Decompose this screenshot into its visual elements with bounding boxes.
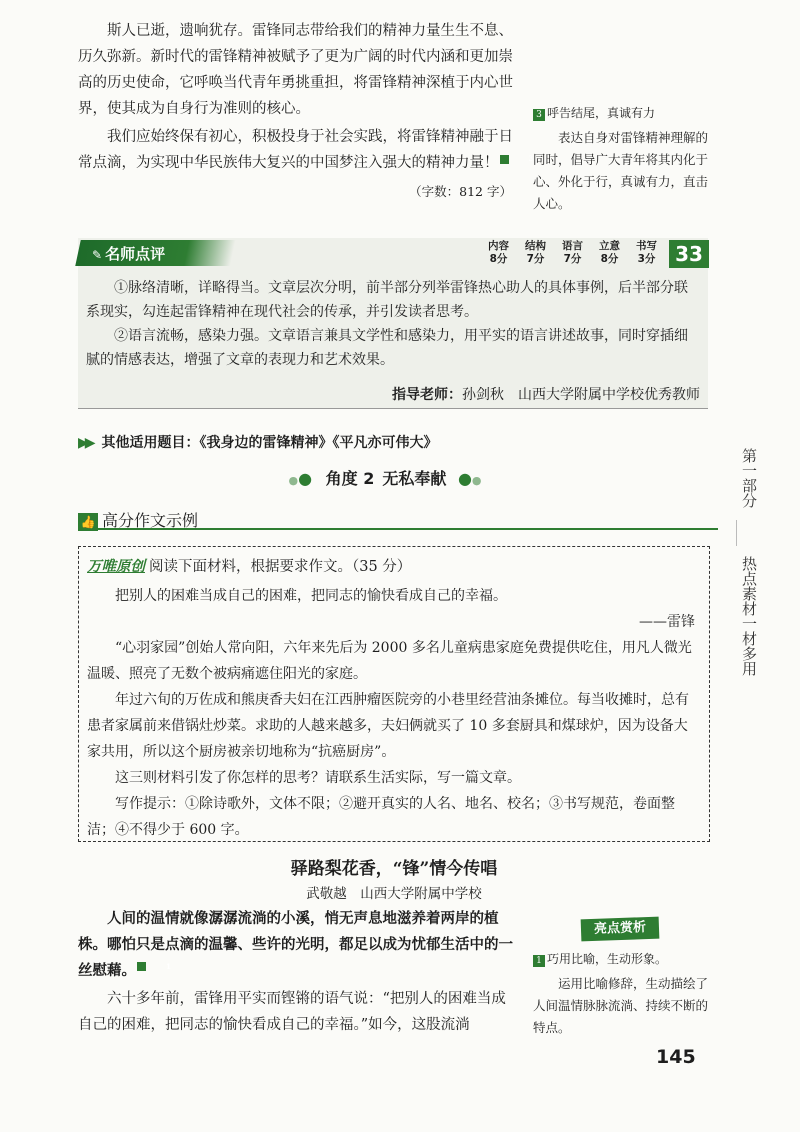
review-point: ①脉络清晰，详略得当。文章层次分明，前半部分列举雷锋热心助人的具体事例，后半部分联系现实，勾连起雷锋精神在现代社会的传承，并引发读者思考。: [86, 280, 688, 320]
essay2-body: [78, 906, 520, 1038]
page-number: 145: [656, 1046, 696, 1068]
essay1-paragraph: 我们应始终保有初心，积极投身于社会实践，将雷锋精神融于日常点滴，为实现中华民族伟大复兴的中国梦注入强大的精神力量！ 3: [78, 129, 533, 171]
annotation-marker: 1: [137, 962, 146, 971]
side-note-number: 3: [533, 109, 545, 121]
prompt-header: 万唯原创 阅读下面材料，根据要求作文。（35 分）: [87, 559, 412, 575]
prompt-box: [78, 546, 710, 842]
side-note-2: [533, 918, 718, 1039]
essay2-paragraph: 六十多年前，雷锋用平实而铿锵的语气说：“把别人的困难当成自己的困难，把同志的愉快看成自己的幸福。”如今，这股流淌: [78, 991, 506, 1033]
score-item: 立意 8分: [599, 240, 620, 265]
side-note-title: 呼告结尾，真诚有力: [547, 106, 656, 120]
essay2-paragraph: 人间的温情就像潺潺流淌的小溪，悄无声息地滋养着两岸的植株。哪怕只是点滴的温馨、些许的光明，都足以成为忧郁生活中的一丝慰藉。 1: [78, 910, 513, 979]
score-item: 语言 7分: [562, 240, 583, 265]
angle-title: 无私奉献: [382, 469, 447, 488]
side-note-text: 运用比喻修辞，生动描绘了人间温情脉脉流淌、持续不断的特点。: [533, 976, 709, 1035]
score-item: 书写 3分: [636, 240, 657, 265]
teacher-name: 孙剑秋 山西大学附属中学校优秀教师: [462, 387, 700, 403]
prompt-quote: 把别人的困难当成自己的困难，把同志的愉快看成自己的幸福。: [115, 588, 507, 604]
word-count: （字数：812 字）: [409, 184, 512, 199]
score-item: 结构 7分: [525, 240, 546, 265]
teacher-label: 指导老师：: [392, 387, 462, 403]
section-header: 👍 高分作文示例: [78, 508, 198, 531]
side-note-title: 巧用比喻，生动形象。: [547, 952, 668, 966]
prompt-paragraph: “心羽家园”创始人常向阳，六年来先后为 2000 多名儿童病患家庭免费提供吃住，用凡人微光温暖、照亮了无数个被病痛遮住阳光的家庭。: [87, 640, 692, 682]
prompt-paragraph: 年过六旬的万佐成和熊庚香夫妇在江西肿瘤医院旁的小巷里经营油条摊位。每当收摊时，总有患者家属前来借锅灶炒菜。求助的人越来越多，夫妇俩就买了 10 多套厨具和煤球炉，因为设备大家共用，所以这个厨房被亲切地称为“抗癌厨房”。: [87, 692, 689, 760]
thumbs-up-icon: 👍: [78, 513, 98, 531]
pencil-icon: ✎: [92, 248, 103, 262]
score-item: 内容 8分: [488, 240, 509, 265]
annotation-marker: 3: [500, 155, 509, 164]
highlight-badge: 亮点赏析: [581, 917, 660, 942]
total-score: 33: [669, 240, 709, 268]
margin-divider: [736, 520, 737, 546]
prompt-content: [87, 583, 699, 843]
essay1-body: [78, 18, 533, 200]
quote-author: ——雷锋: [639, 614, 695, 630]
margin-tab-top: 第一部分: [740, 448, 758, 508]
angle-heading: ●● 角度 2 无私奉献 ●●: [288, 469, 482, 488]
side-note-1: [533, 104, 718, 215]
other-titles: ▶▶ 其他适用题目：《我身边的雷锋精神》《平凡亦可伟大》: [78, 435, 438, 451]
side-note-text: 表达自身对雷锋精神理解的同时，倡导广大青年将其内化于心、外化于行，真诚有力，直击人心。: [533, 130, 709, 211]
side-note-number: 1: [533, 955, 545, 967]
review-box: [78, 238, 708, 409]
prompt-paragraph: 写作提示：①除诗歌外，文体不限；②避开真实的人名、地名、校名；③书写规范，卷面整洁；④不得少于 600 字。: [87, 796, 675, 838]
review-points: [86, 276, 701, 372]
essay1-paragraph: 斯人已逝，遗响犹存。雷锋同志带给我们的精神力量生生不息、历久弥新。新时代的雷锋精神被赋予了更为广阔的时代内涵和更加崇高的历史使命，它呼唤当代青年勇挑重担，将雷锋精神深植于内心世界，使其成为自身行为准则的核心。: [78, 23, 513, 117]
original-badge: 万唯原创: [87, 559, 145, 575]
review-label: ✎ 名师点评: [92, 245, 166, 263]
review-point: ②语言流畅，感染力强。文章语言兼具文学性和感染力，用平实的语言讲述故事，同时穿插细腻的情感表达，增强了文章的表现力和艺术效果。: [86, 328, 688, 368]
essay2-title: 驿路梨花香，“锋”情今传唱: [290, 859, 498, 879]
dot-decoration-right: ●: [457, 469, 472, 488]
score-table: [480, 240, 709, 268]
margin-tab-bottom: 热点素材一材多用: [740, 556, 758, 676]
dot-decoration-left: ●: [288, 474, 299, 487]
prompt-paragraph: 这三则材料引发了你怎样的思考？请联系生活实际，写一篇文章。: [115, 770, 521, 786]
angle-label: 角度 2: [325, 469, 375, 488]
essay2-author: 武敬越 山西大学附属中学校: [306, 886, 482, 902]
teacher-line: [392, 384, 700, 404]
double-arrow-icon: ▶▶: [78, 435, 92, 451]
